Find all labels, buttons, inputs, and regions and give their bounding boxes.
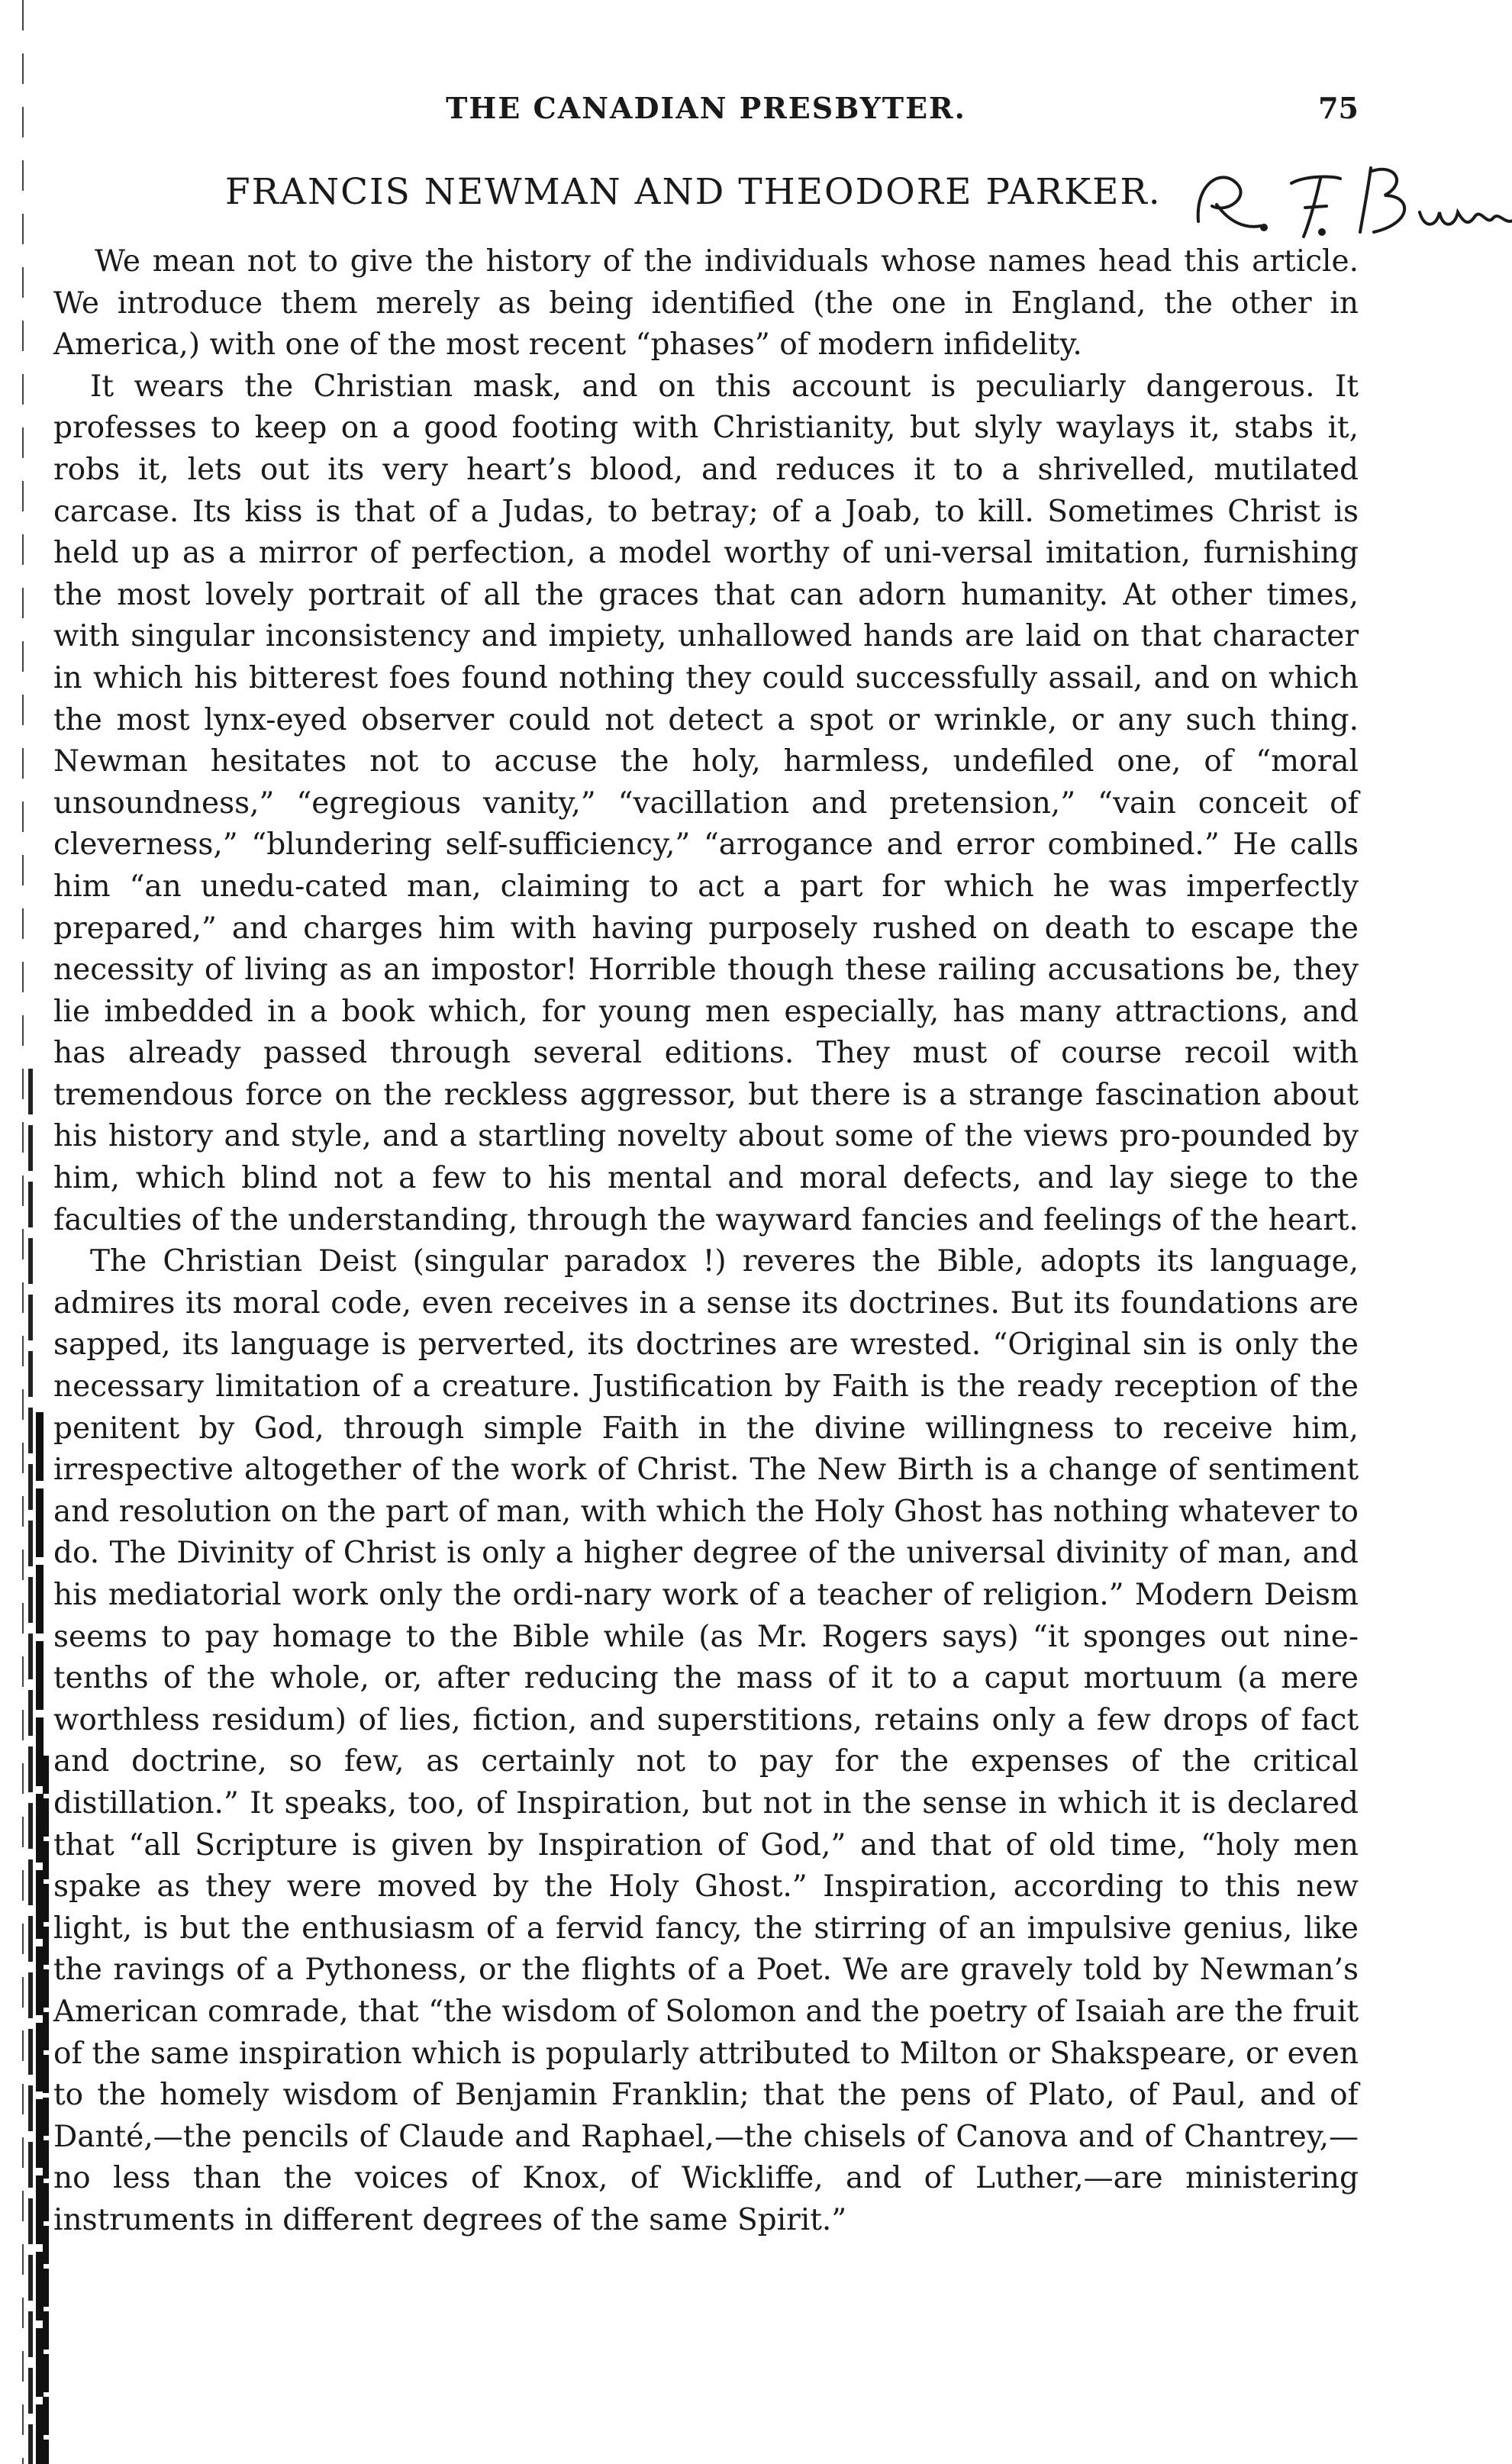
scanned-binding-edge (0, 0, 61, 2464)
article-header (53, 153, 1458, 237)
article-paragraph: We mean not to give the history of the individuals whose names head this article. We introduce them merely as being identified (the one in England, the other in America,) with one of the most recent “phases” of modern infidelity. (53, 244, 1359, 363)
journal-title: THE CANADIAN PRESBYTER. (446, 91, 966, 125)
running-head (53, 85, 1359, 131)
article-title: FRANCIS NEWMAN AND THEODORE PARKER. (225, 171, 1162, 213)
article-body (53, 241, 1359, 2242)
page-number: 75 (1318, 91, 1359, 125)
handwritten-signature (1191, 153, 1512, 244)
article-paragraph: It wears the Christian mask, and on this account is peculiarly dangerous. It professes to keep on a good footing with Christianity, but slyly waylays it, stabs it, robs it, lets out its very heart’s blood, and reduces it to a shrivelled, mutilated carcase. Its kiss is that of a Judas, to betray; of a Joab, to kill. Sometimes Christ is held up as a mirror of perfection, a model worthy of uni-versal imitation, furnishing the most lovely portrait of all the graces that can adorn humanity. At other times, with singular inconsistency and impiety, unhallowed hands are laid on that character in which his bitterest foes found nothing they could successfully assail, and on which the most lynx-eyed observer could not detect a spot or wrinkle, or any such thing. Newman hesitates not to accuse the holy, harmless, undefiled one, of “moral unsoundness,” “egregious vanity,” “vacillation and pretension,” “vain conceit of cleverness,” “blundering self-sufficiency,” “arrogance and error combined.” He calls him “an unedu-cated man, claiming to act a part for which he was imperfectly prepared,” and charges him with having purposely rushed on death to escape the necessity of living as an impostor! Horrible though these railing accusations be, they lie imbedded in a book which, for young men especially, has many attractions, and has already passed through several editions. They must of course recoil with tremendous force on the reckless aggressor, but there is a strange fascination about his history and style, and a startling novelty about some of the views pro-pounded by him, which blind not a few to his mental and moral defects, and lay siege to the faculties of the understanding, through the wayward fancies and feelings of the heart. (53, 369, 1359, 1237)
article-paragraph: The Christian Deist (singular paradox !) reveres the Bible, adopts its language, admires its moral code, even receives in a sense its doctrines. But its foundations are sapped, its language is perverted, its doctrines are wrested. “Original sin is only the necessary limitation of a creature. Justification by Faith is the ready reception of the penitent by God, through simple Faith in the divine willingness to receive him, irrespective altogether of the work of Christ. The New Birth is a change of sentiment and resolution on the part of man, with which the Holy Ghost has nothing whatever to do. The Divinity of Christ is only a higher degree of the universal divinity of man, and his mediatorial work only the ordi-nary work of a teacher of religion.” Modern Deism seems to pay homage to the Bible while (as Mr. Rogers says) “it sponges out nine-tenths of the whole, or, after reducing the mass of it to a caput mortuum (a mere worthless residum) of lies, fiction, and superstitions, retains only a few drops of fact and doctrine, so few, as certainly not to pay for the expenses of the critical distillation.” It speaks, too, of Inspiration, but not in the sense in which it is declared that “all Scripture is given by Inspiration of God,” and that of old time, “holy men spake as they were moved by the Holy Ghost.” Inspiration, according to this new light, is but the enthusiasm of a fervid fancy, the stirring of an impulsive genius, like the ravings of a Pythoness, or the flights of a Poet. We are gravely told by Newman’s American comrade, that “the wisdom of Solomon and the poetry of Isaiah are the fruit of the same inspiration which is popularly attributed to Milton or Shakspeare, or even to the homely wisdom of Benjamin Franklin; that the pens of Plato, of Paul, and of Danté,—the pencils of Claude and Raphael,—the chisels of Canova and of Chantrey,—no less than the voices of Knox, of Wickliffe, and of Luther,—are ministering instruments in different degrees of the same Spirit.” (53, 1244, 1359, 2237)
